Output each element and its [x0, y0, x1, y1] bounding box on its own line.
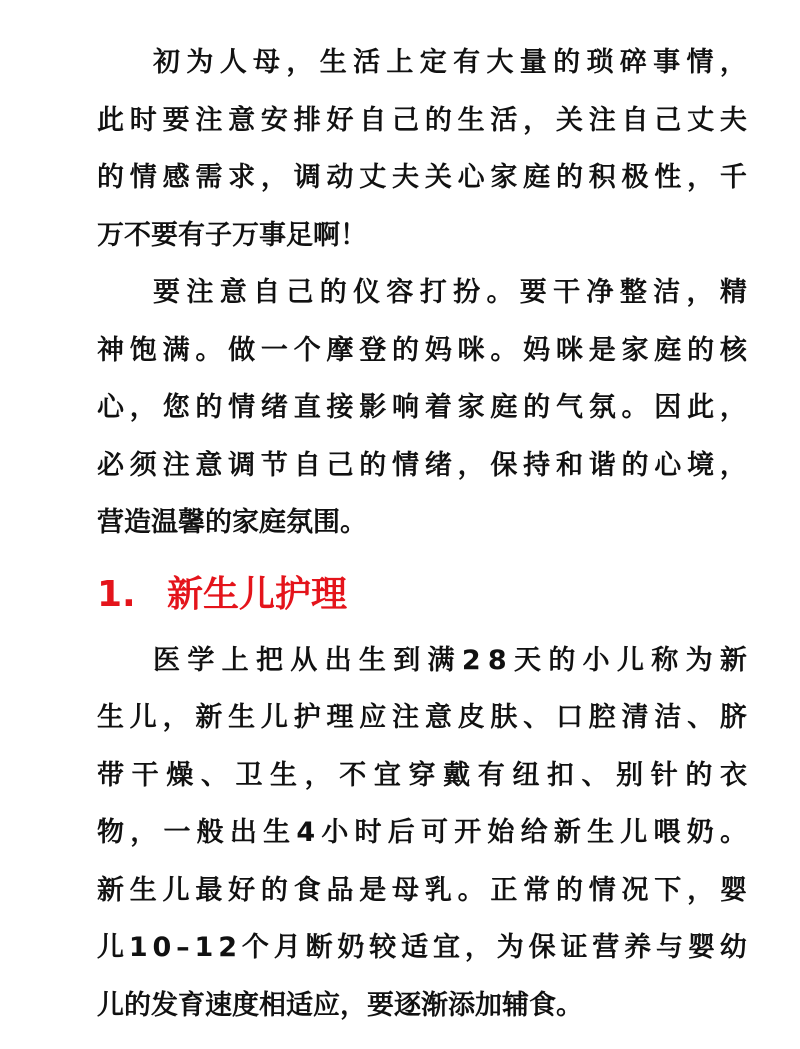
text-line: 心 ， 您 的 情 绪 直 接 影 响 着 家 庭 的 气 氛 。 因 此 ， — [97, 392, 747, 423]
text-line: 新 生 儿 最 好 的 食 品 是 母 乳 。 正 常 的 情 况 下 ， 婴 — [97, 874, 747, 906]
text-line: 儿 1 0 – 1 2 个 月 断 奶 较 适 宜 ， 为 保 证 营 养 与 婴 幼 — [97, 932, 747, 963]
text-line: 此 时 要 注 意 安 排 好 自 己 的 生 活 ， 关 注 自 己 丈 夫 — [97, 104, 747, 136]
section-heading — [97, 560, 747, 630]
text-line: 神 饱 满 。 做 一 个 摩 登 的 妈 咪 。 妈 咪 是 家 庭 的 核 — [97, 334, 747, 366]
text-line: 带 干 燥 、 卫 生 ， 不 宜 穿 戴 有 纽 扣 、 别 针 的 衣 — [97, 759, 747, 791]
text-line: 物 ， 一 般 出 生 4 小 时 后 可 开 始 给 新 生 儿 喂 奶 。 — [97, 817, 747, 848]
text-line: 万不要有子万事足啊！ — [97, 219, 367, 251]
text-line: 儿的发育速度相适应，要逐渐添加辅食。 — [97, 989, 583, 1021]
document-page — [97, 34, 747, 1034]
text-line: 生 儿 ， 新 生 儿 护 理 应 注 意 皮 肤 、 口 腔 清 洁 、 脐 — [97, 702, 747, 733]
paragraph-1 — [97, 34, 747, 264]
text-line: 初 为 人 母 ， 生 活 上 定 有 大 量 的 琐 碎 事 情 ， — [153, 47, 747, 78]
text-line: 要 注 意 自 己 的 仪 容 打 扮 。 要 干 净 整 洁 ， 精 — [153, 277, 747, 308]
text-line: 的 情 感 需 求 ， 调 动 丈 夫 关 心 家 庭 的 积 极 性 ， 千 — [97, 162, 747, 193]
text-line: 医 学 上 把 从 出 生 到 满 2 8 天 的 小 儿 称 为 新 — [153, 644, 747, 676]
paragraph-2 — [97, 264, 747, 552]
text-line: 必 须 注 意 调 节 自 己 的 情 绪 ， 保 持 和 谐 的 心 境 ， — [97, 449, 747, 481]
section-paragraph — [97, 632, 747, 1035]
text-line: 营造温馨的家庭氛围。 — [97, 507, 367, 538]
section-title: 新生儿护理 — [167, 573, 348, 615]
section-number: 1. — [97, 573, 136, 615]
